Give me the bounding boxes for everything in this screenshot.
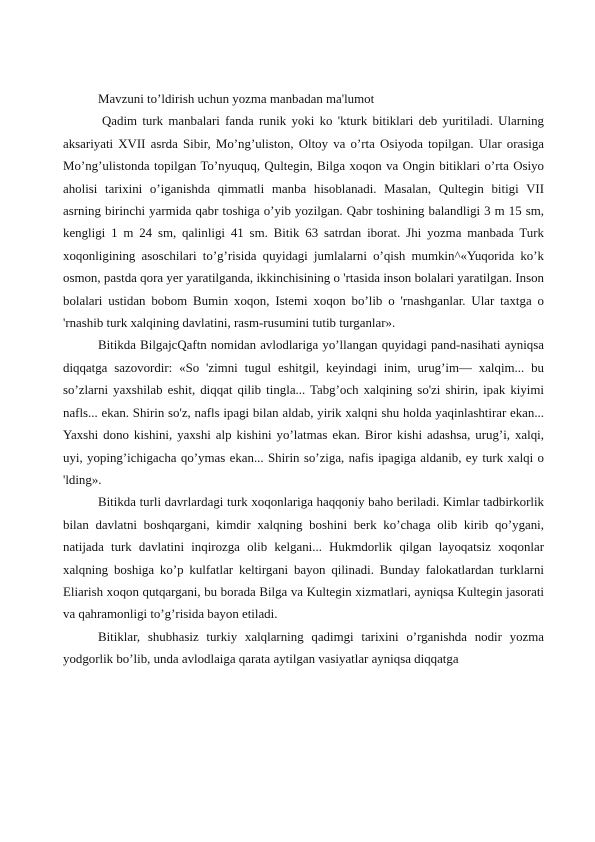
paragraph-3: Bitikda turli davrlardagi turk xoqonlariga haqqoniy baho beriladi. Kimlar tadbirkorlik bilan davlatni boshqargani, kimdir xalqning boshini berk ko’chaga olib kirib qo’ygani, natijada turk davlatini inqirozga olib kelgani... Hukmdorlik qilgan layoqatsiz xoqonlar xalqning boshiga ko’p kulfatlar keltirgani bayon qilinadi. Bunday falokatlardan turklarni Eliarish xoqon qutqargani, bu borada Bilga va Kultegin xizmatlari, ayniqsa Kultegin jasorati va qahramonligi to’g’risida bayon etiladi. (63, 495, 544, 622)
section-heading: Mavzuni to’ldirish uchun yozma manbadan ma'lumot (98, 92, 375, 106)
paragraph-4: Bitiklar, shubhasiz turkiy xalqlarning qadimgi tarixini o’rganishda nodir yozma yodgorlik bo’lib, unda avlodlaiga qarata aytilgan vasiyatlar ayniqsa diqqatga (63, 629, 544, 667)
paragraph-1: Qadim turk manbalari fanda runik yoki ko 'kturk bitiklari deb yuritiladi. Ularning aksariyati XVII asrda Sibir, Mo’ng’uliston, Oltoy va o’rta Osiyoda topilgan. Ular orasiga Mo’ng’ulistonda topilgan To’nyuquq, Qultegin, Bilga xoqon va Ongin bitiklari o’rta Osiyo aholisi tarixini o’iganishda qimmatli manba hisoblanadi. Masalan, Qultegin bitigi VII asrning birinchi yarmida qabr toshiga o’yib yozilgan. Qabr toshining balandligi 3 m 15 sm, kengligi 1 m 24 sm, qalinligi 41 sm. Bitik 63 satrdan iborat. Jhi yozma manbada Turk xoqonligining asoschilari to’g’risida quyidagi jumlalarni o’qish mumkin^«Yuqorida ko’k osmon, pastda qora yer yaratilganda, ikkinchisining o 'rtasida inson bolalari yaratilgan. Inson bolalari ustidan bobom Bumin xoqon, Istemi xoqon bo’lib o 'rnashganlar. Ular taxtga o 'rnashib turk xalqining davlatini, rasm-rusumini tutib turganlar». (63, 114, 544, 331)
paragraph-2: Bitikda BilgajcQaftn nomidan avlodlariga yo’llangan quyidagi pand-nasihati ayniqsa diqqatga sazovordir: «So 'zimni tugul eshitgil, keyindagi inim, urug’im— xalqim... bu so’zlarni yaxshilab eshit, diqqat qilib tingla... Tabg’och xalqining so'zi shirin, ipak kiyimi nafls... ekan. Shirin so'z, nafls ipagi bilan aldab, yirik xalqni shu holda yaqinlashtirar ekan... Yaxshi dono kishini, yaxshi alp kishini yo’latmas ekan. Biror kishi adashsa, urug’i, xalqi, uyi, yoping’ichigacha qo’ymas ekan... Shirin so’ziga, nafis ipagiga aldanib, ey turk xalqi o 'lding». (63, 338, 544, 487)
document-body (63, 88, 544, 671)
